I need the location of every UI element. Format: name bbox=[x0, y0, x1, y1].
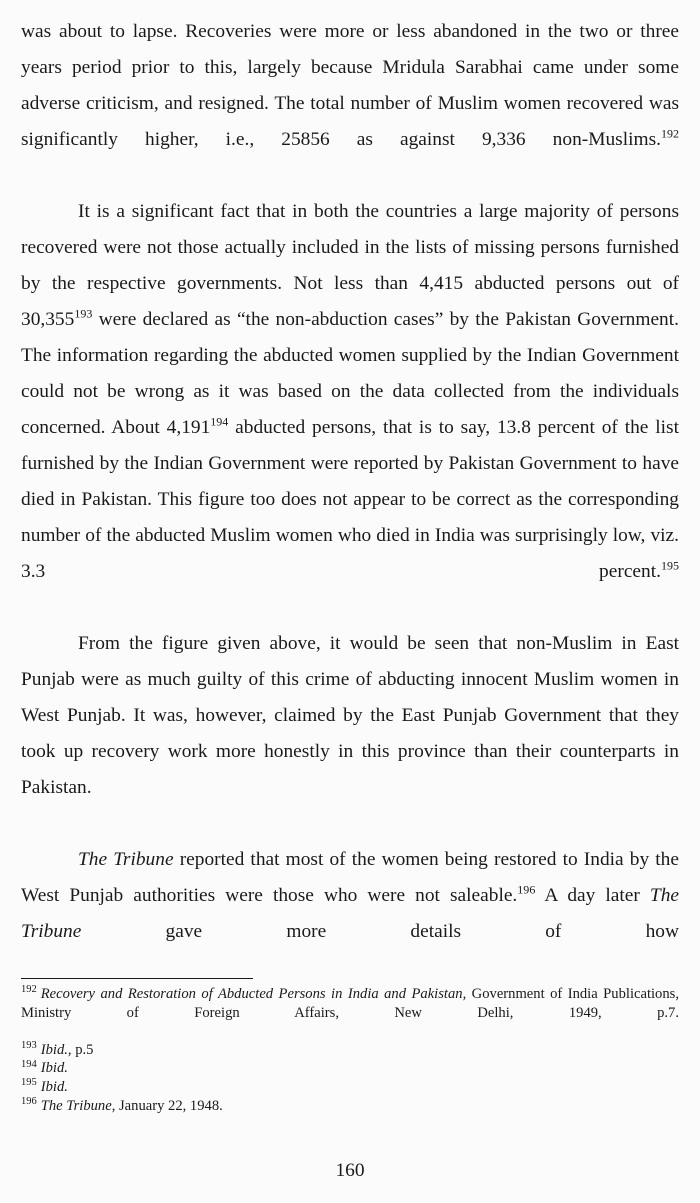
paragraph-p4 bbox=[21, 842, 679, 986]
text-run: From the figure given above, it would be seen that non-Muslim in East Punjab were as much guilty of this crime of abducting innocent Muslim women in West Punjab. It was, however, claimed by the East Punjab Government that they took up recovery work more honestly in this province than their counterparts in Pakistan. bbox=[21, 633, 679, 798]
text-run: was about to lapse. Recoveries were more or less abandoned in the two or three years period prior to this, largely because Mridula Sarabhai came under some adverse criticism, and resigned. The total number of Muslim women recovered was significantly higher, i.e., 25856 as against 9,336 non-Muslims. bbox=[21, 21, 679, 150]
italic-title: Ibid. bbox=[40, 1078, 68, 1095]
paragraph-p3 bbox=[21, 626, 679, 842]
footnote-reference-193[interactable]: 193 bbox=[74, 306, 93, 321]
footnote-196 bbox=[21, 1097, 679, 1116]
text-run: , p.5 bbox=[67, 1041, 94, 1058]
footnote-reference-194[interactable]: 194 bbox=[210, 414, 229, 429]
footnote-reference-196[interactable]: 196 bbox=[517, 882, 536, 897]
paragraph-p2 bbox=[21, 194, 679, 626]
text-run: Government of India Publications, Ministry of Foreign Affairs, New Delhi, 1949, p.7. bbox=[21, 986, 679, 1021]
page-number: 160 bbox=[335, 1160, 365, 1181]
footnote-reference-195[interactable]: 195 bbox=[660, 558, 679, 573]
footnote-number-192: 192 bbox=[21, 984, 37, 996]
text-run: were declared as “the non-abduction cases” by the Pakistan Government. The information regarding the abducted women supplied by the Indian Government could not be wrong as it was based on the data collected from the individuals concerned. About 4,191 bbox=[21, 309, 679, 438]
paragraph-p1 bbox=[21, 14, 679, 194]
footnote-separator-rule bbox=[21, 978, 253, 979]
footnote-list bbox=[21, 985, 679, 1115]
italic-title: The Tribune bbox=[40, 1097, 112, 1114]
italic-title: The Tribune bbox=[21, 885, 679, 942]
italic-title: Ibid. bbox=[40, 1060, 68, 1077]
italic-title: Ibid. bbox=[40, 1041, 68, 1058]
text-run: gave more details of how bbox=[81, 921, 679, 942]
footnote-195 bbox=[21, 1078, 679, 1097]
text-run: , January 22, 1948. bbox=[111, 1097, 223, 1114]
footnote-194 bbox=[21, 1059, 679, 1078]
text-run: It is a significant fact that in both the countries a large majority of persons recovered were not those actually included in the lists of missing persons furnished by the respective governments. Not less than 4,415 abducted persons out of 30,355 bbox=[21, 201, 679, 330]
footnote-192 bbox=[21, 985, 679, 1041]
body-text-column bbox=[21, 14, 679, 986]
text-run: A day later bbox=[535, 885, 650, 906]
footnotes-section bbox=[21, 978, 679, 1115]
footnote-number-194: 194 bbox=[21, 1058, 37, 1070]
italic-title: The Tribune bbox=[78, 849, 174, 870]
text-run: reported that most of the women being restored to India by the West Punjab authorities were those who were not saleable. bbox=[21, 849, 679, 906]
italic-title: Recovery and Restoration of Abducted Persons in India and Pakistan, bbox=[40, 986, 467, 1002]
footnote-number-196: 196 bbox=[21, 1095, 37, 1107]
footnote-number-193: 193 bbox=[21, 1039, 37, 1051]
footnote-reference-192[interactable]: 192 bbox=[660, 126, 679, 141]
footnote-number-195: 195 bbox=[21, 1077, 37, 1089]
footnote-193 bbox=[21, 1041, 679, 1060]
text-run: abducted persons, that is to say, 13.8 percent of the list furnished by the Indian Government were reported by Pakistan Government to have died in Pakistan. This figure too does not appear to be correct as the corresponding number of the abducted Muslim women who died in India was surprisingly low, viz. 3.3 percent. bbox=[21, 417, 679, 582]
